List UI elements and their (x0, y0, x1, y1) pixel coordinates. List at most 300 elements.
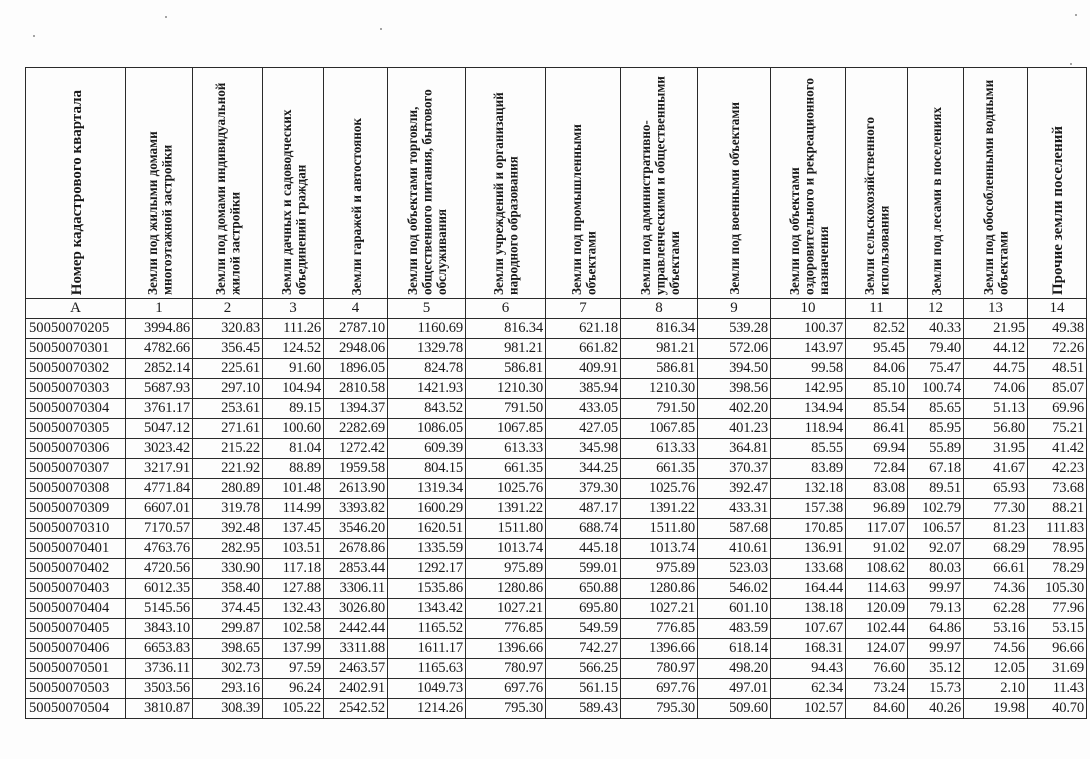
area-value-cell: 795.30 (466, 699, 546, 719)
area-value-cell: 3306.11 (324, 579, 388, 599)
area-value-cell: 1160.69 (388, 319, 466, 339)
area-value-cell: 299.87 (193, 619, 263, 639)
table-row (26, 679, 1087, 699)
area-value-cell: 53.16 (964, 619, 1028, 639)
area-value-cell: 40.70 (1028, 699, 1087, 719)
area-value-cell: 2853.44 (324, 559, 388, 579)
area-value-cell: 99.97 (908, 639, 964, 659)
area-value-cell: 106.57 (908, 519, 964, 539)
area-value-cell: 88.89 (263, 459, 324, 479)
area-value-cell: 843.52 (388, 399, 466, 419)
area-value-cell: 111.83 (1028, 519, 1087, 539)
area-value-cell: 1396.66 (621, 639, 698, 659)
area-value-cell: 92.07 (908, 539, 964, 559)
area-value-cell: 661.82 (546, 339, 621, 359)
area-value-cell: 12.05 (964, 659, 1028, 679)
column-header (126, 68, 193, 299)
area-value-cell: 117.18 (263, 559, 324, 579)
area-value-cell: 589.43 (546, 699, 621, 719)
cadastral-number-cell: 50050070405 (26, 619, 126, 639)
area-value-cell: 293.16 (193, 679, 263, 699)
area-value-cell: 78.95 (1028, 539, 1087, 559)
area-value-cell: 53.15 (1028, 619, 1087, 639)
area-value-cell: 791.50 (621, 399, 698, 419)
area-value-cell: 72.84 (846, 459, 908, 479)
area-value-cell: 539.28 (698, 319, 771, 339)
area-value-cell: 1210.30 (621, 379, 698, 399)
column-number-cell: 14 (1028, 299, 1087, 319)
area-value-cell: 66.61 (964, 559, 1028, 579)
area-value-cell: 78.29 (1028, 559, 1087, 579)
area-value-cell: 356.45 (193, 339, 263, 359)
area-value-cell: 586.81 (466, 359, 546, 379)
column-header (908, 68, 964, 299)
area-value-cell: 89.15 (263, 399, 324, 419)
area-value-cell: 77.96 (1028, 599, 1087, 619)
area-value-cell: 280.89 (193, 479, 263, 499)
column-header-label: Земли под административно-управленческими и общественными объектами (637, 76, 682, 295)
column-header (846, 68, 908, 299)
area-value-cell: 358.40 (193, 579, 263, 599)
area-value-cell: 601.10 (698, 599, 771, 619)
column-number-row (26, 299, 1087, 319)
area-value-cell: 398.56 (698, 379, 771, 399)
area-value-cell: 1620.51 (388, 519, 466, 539)
area-value-cell: 96.24 (263, 679, 324, 699)
column-header (546, 68, 621, 299)
cadastral-number-cell: 50050070404 (26, 599, 126, 619)
area-value-cell: 1396.66 (466, 639, 546, 659)
area-value-cell: 137.45 (263, 519, 324, 539)
area-value-cell: 3546.20 (324, 519, 388, 539)
area-value-cell: 776.85 (466, 619, 546, 639)
table-row (26, 659, 1087, 679)
area-value-cell: 55.89 (908, 439, 964, 459)
area-value-cell: 621.18 (546, 319, 621, 339)
area-value-cell: 1535.86 (388, 579, 466, 599)
cadastral-number-cell: 50050070301 (26, 339, 126, 359)
area-value-cell: 102.58 (263, 619, 324, 639)
area-value-cell: 742.27 (546, 639, 621, 659)
column-header (964, 68, 1028, 299)
column-header-label: Земли под военными объектами (727, 102, 743, 295)
area-value-cell: 401.23 (698, 419, 771, 439)
area-value-cell: 824.78 (388, 359, 466, 379)
area-value-cell: 2542.52 (324, 699, 388, 719)
area-value-cell: 102.79 (908, 499, 964, 519)
column-number-cell: 6 (466, 299, 546, 319)
area-value-cell: 97.59 (263, 659, 324, 679)
area-value-cell: 1025.76 (621, 479, 698, 499)
area-value-cell: 2678.86 (324, 539, 388, 559)
area-value-cell: 73.24 (846, 679, 908, 699)
area-value-cell: 319.78 (193, 499, 263, 519)
area-value-cell: 253.61 (193, 399, 263, 419)
column-header (388, 68, 466, 299)
area-value-cell: 697.76 (621, 679, 698, 699)
area-value-cell: 599.01 (546, 559, 621, 579)
area-value-cell: 15.73 (908, 679, 964, 699)
scan-speck (1070, 63, 1072, 65)
area-value-cell: 44.75 (964, 359, 1028, 379)
area-value-cell: 75.47 (908, 359, 964, 379)
area-value-cell: 1272.42 (324, 439, 388, 459)
table-row (26, 499, 1087, 519)
area-value-cell: 487.17 (546, 499, 621, 519)
column-number-cell: 2 (193, 299, 263, 319)
column-header-label: Земли под обособленными водными объектами (981, 79, 1011, 295)
land-categories-table (25, 67, 1087, 719)
area-value-cell: 41.42 (1028, 439, 1087, 459)
area-value-cell: 136.91 (771, 539, 846, 559)
cadastral-number-cell: 50050070303 (26, 379, 126, 399)
area-value-cell: 96.66 (1028, 639, 1087, 659)
area-value-cell: 99.58 (771, 359, 846, 379)
area-value-cell: 127.88 (263, 579, 324, 599)
area-value-cell: 1959.58 (324, 459, 388, 479)
area-value-cell: 364.81 (698, 439, 771, 459)
table-row (26, 539, 1087, 559)
cadastral-number-cell: 50050070406 (26, 639, 126, 659)
area-value-cell: 64.86 (908, 619, 964, 639)
column-header (193, 68, 263, 299)
area-value-cell: 497.01 (698, 679, 771, 699)
area-value-cell: 4771.84 (126, 479, 193, 499)
column-header-label: Номер кадастрового квартала (68, 89, 85, 295)
cadastral-number-cell: 50050070403 (26, 579, 126, 599)
area-value-cell: 816.34 (466, 319, 546, 339)
column-header-label: Земли под лесами в поселениях (928, 106, 944, 295)
area-value-cell: 83.08 (846, 479, 908, 499)
table-row (26, 599, 1087, 619)
area-value-cell: 3810.87 (126, 699, 193, 719)
area-value-cell: 379.30 (546, 479, 621, 499)
area-value-cell: 3503.56 (126, 679, 193, 699)
area-value-cell: 4763.76 (126, 539, 193, 559)
area-value-cell: 100.37 (771, 319, 846, 339)
area-value-cell: 114.63 (846, 579, 908, 599)
area-value-cell: 374.45 (193, 599, 263, 619)
area-value-cell: 81.23 (964, 519, 1028, 539)
area-value-cell: 120.09 (846, 599, 908, 619)
area-value-cell: 124.52 (263, 339, 324, 359)
area-value-cell: 11.43 (1028, 679, 1087, 699)
area-value-cell: 308.39 (193, 699, 263, 719)
area-value-cell: 2852.14 (126, 359, 193, 379)
area-value-cell: 84.06 (846, 359, 908, 379)
column-number-cell: 10 (771, 299, 846, 319)
area-value-cell: 385.94 (546, 379, 621, 399)
area-value-cell: 83.89 (771, 459, 846, 479)
area-value-cell: 95.45 (846, 339, 908, 359)
area-value-cell: 5145.56 (126, 599, 193, 619)
area-value-cell: 3736.11 (126, 659, 193, 679)
table-row (26, 339, 1087, 359)
area-value-cell: 137.99 (263, 639, 324, 659)
area-value-cell: 3994.86 (126, 319, 193, 339)
area-value-cell: 975.89 (466, 559, 546, 579)
area-value-cell: 427.05 (546, 419, 621, 439)
area-value-cell: 102.44 (846, 619, 908, 639)
area-value-cell: 1511.80 (621, 519, 698, 539)
area-value-cell: 73.68 (1028, 479, 1087, 499)
table-row (26, 399, 1087, 419)
cadastral-number-cell: 50050070205 (26, 319, 126, 339)
area-value-cell: 5687.93 (126, 379, 193, 399)
column-number-cell: 1 (126, 299, 193, 319)
column-header (324, 68, 388, 299)
area-value-cell: 3023.42 (126, 439, 193, 459)
column-number-cell: 4 (324, 299, 388, 319)
area-value-cell: 3761.17 (126, 399, 193, 419)
area-value-cell: 56.80 (964, 419, 1028, 439)
cadastral-number-cell: 50050070401 (26, 539, 126, 559)
area-value-cell: 75.21 (1028, 419, 1087, 439)
column-header (698, 68, 771, 299)
area-value-cell: 4720.56 (126, 559, 193, 579)
area-value-cell: 62.28 (964, 599, 1028, 619)
cadastral-number-cell: 50050070302 (26, 359, 126, 379)
area-value-cell: 81.04 (263, 439, 324, 459)
area-value-cell: 661.35 (621, 459, 698, 479)
area-value-cell: 35.12 (908, 659, 964, 679)
column-header-label: Земли под домами индивидуальной жилой застройки (213, 82, 243, 295)
column-header-label: Земли учреждений и организаций народного образования (491, 92, 521, 295)
area-value-cell: 49.38 (1028, 319, 1087, 339)
area-value-cell: 697.76 (466, 679, 546, 699)
area-value-cell: 42.23 (1028, 459, 1087, 479)
area-value-cell: 85.65 (908, 399, 964, 419)
area-value-cell: 483.59 (698, 619, 771, 639)
area-value-cell: 1086.05 (388, 419, 466, 439)
area-value-cell: 1335.59 (388, 539, 466, 559)
area-value-cell: 586.81 (621, 359, 698, 379)
area-value-cell: 69.96 (1028, 399, 1087, 419)
scan-speck (380, 28, 382, 30)
scan-speck (33, 35, 35, 37)
cadastral-number-cell: 50050070305 (26, 419, 126, 439)
area-value-cell: 1025.76 (466, 479, 546, 499)
area-value-cell: 791.50 (466, 399, 546, 419)
area-value-cell: 445.18 (546, 539, 621, 559)
area-value-cell: 1391.22 (621, 499, 698, 519)
area-value-cell: 85.07 (1028, 379, 1087, 399)
area-value-cell: 7170.57 (126, 519, 193, 539)
area-value-cell: 618.14 (698, 639, 771, 659)
column-header-cadastral-number (26, 68, 126, 299)
area-value-cell: 271.61 (193, 419, 263, 439)
cadastral-number-cell: 50050070503 (26, 679, 126, 699)
cadastral-number-cell: 50050070309 (26, 499, 126, 519)
area-value-cell: 3393.82 (324, 499, 388, 519)
area-value-cell: 2282.69 (324, 419, 388, 439)
area-value-cell: 41.67 (964, 459, 1028, 479)
area-value-cell: 816.34 (621, 319, 698, 339)
area-value-cell: 780.97 (621, 659, 698, 679)
area-value-cell: 1600.29 (388, 499, 466, 519)
area-value-cell: 1210.30 (466, 379, 546, 399)
column-number-cell: 5 (388, 299, 466, 319)
table-row (26, 319, 1087, 339)
area-value-cell: 118.94 (771, 419, 846, 439)
area-value-cell: 398.65 (193, 639, 263, 659)
area-value-cell: 6607.01 (126, 499, 193, 519)
area-value-cell: 2787.10 (324, 319, 388, 339)
area-value-cell: 84.60 (846, 699, 908, 719)
area-value-cell: 3217.91 (126, 459, 193, 479)
area-value-cell: 344.25 (546, 459, 621, 479)
area-value-cell: 19.98 (964, 699, 1028, 719)
area-value-cell: 91.02 (846, 539, 908, 559)
column-header (1028, 68, 1087, 299)
area-value-cell: 104.94 (263, 379, 324, 399)
area-value-cell: 523.03 (698, 559, 771, 579)
area-value-cell: 804.15 (388, 459, 466, 479)
area-value-cell: 433.31 (698, 499, 771, 519)
area-value-cell: 133.68 (771, 559, 846, 579)
area-value-cell: 394.50 (698, 359, 771, 379)
area-value-cell: 2463.57 (324, 659, 388, 679)
area-value-cell: 82.52 (846, 319, 908, 339)
area-value-cell: 572.06 (698, 339, 771, 359)
area-value-cell: 3843.10 (126, 619, 193, 639)
column-header-label: Земли сельскохозяйственного использования (862, 117, 892, 295)
area-value-cell: 2442.44 (324, 619, 388, 639)
area-value-cell: 688.74 (546, 519, 621, 539)
area-value-cell: 51.13 (964, 399, 1028, 419)
area-value-cell: 320.83 (193, 319, 263, 339)
scan-speck (165, 16, 167, 18)
area-value-cell: 96.89 (846, 499, 908, 519)
column-header (621, 68, 698, 299)
table-row (26, 439, 1087, 459)
area-value-cell: 105.30 (1028, 579, 1087, 599)
area-value-cell: 68.29 (964, 539, 1028, 559)
table-body (26, 319, 1087, 719)
area-value-cell: 62.34 (771, 679, 846, 699)
area-value-cell: 613.33 (621, 439, 698, 459)
area-value-cell: 3026.80 (324, 599, 388, 619)
area-value-cell: 3311.88 (324, 639, 388, 659)
area-value-cell: 5047.12 (126, 419, 193, 439)
area-value-cell: 1067.85 (621, 419, 698, 439)
table-row (26, 479, 1087, 499)
area-value-cell: 100.74 (908, 379, 964, 399)
area-value-cell: 85.54 (846, 399, 908, 419)
area-value-cell: 88.21 (1028, 499, 1087, 519)
area-value-cell: 85.95 (908, 419, 964, 439)
area-value-cell: 79.13 (908, 599, 964, 619)
area-value-cell: 609.39 (388, 439, 466, 459)
cadastral-number-cell: 50050070304 (26, 399, 126, 419)
area-value-cell: 330.90 (193, 559, 263, 579)
area-value-cell: 561.15 (546, 679, 621, 699)
column-header (466, 68, 546, 299)
area-value-cell: 1027.21 (621, 599, 698, 619)
area-value-cell: 40.33 (908, 319, 964, 339)
area-value-cell: 1280.86 (621, 579, 698, 599)
column-header-label: Земли под объектами оздоровительного и рекреационного назначения (786, 78, 831, 295)
area-value-cell: 76.60 (846, 659, 908, 679)
area-value-cell: 2810.58 (324, 379, 388, 399)
area-value-cell: 370.37 (698, 459, 771, 479)
column-number-cell: 8 (621, 299, 698, 319)
area-value-cell: 402.20 (698, 399, 771, 419)
area-value-cell: 21.95 (964, 319, 1028, 339)
area-value-cell: 89.51 (908, 479, 964, 499)
area-value-cell: 132.43 (263, 599, 324, 619)
area-value-cell: 157.38 (771, 499, 846, 519)
area-value-cell: 566.25 (546, 659, 621, 679)
area-value-cell: 1319.34 (388, 479, 466, 499)
column-number-cell: A (26, 299, 126, 319)
area-value-cell: 132.18 (771, 479, 846, 499)
table-row (26, 639, 1087, 659)
column-header (263, 68, 324, 299)
area-value-cell: 105.22 (263, 699, 324, 719)
area-value-cell: 1896.05 (324, 359, 388, 379)
area-value-cell: 67.18 (908, 459, 964, 479)
cadastral-number-cell: 50050070310 (26, 519, 126, 539)
area-value-cell: 392.47 (698, 479, 771, 499)
area-value-cell: 99.97 (908, 579, 964, 599)
area-value-cell: 302.73 (193, 659, 263, 679)
area-value-cell: 1343.42 (388, 599, 466, 619)
table-row (26, 419, 1087, 439)
area-value-cell: 795.30 (621, 699, 698, 719)
area-value-cell: 661.35 (466, 459, 546, 479)
area-value-cell: 409.91 (546, 359, 621, 379)
table-row (26, 519, 1087, 539)
area-value-cell: 981.21 (621, 339, 698, 359)
area-value-cell: 776.85 (621, 619, 698, 639)
area-value-cell: 142.95 (771, 379, 846, 399)
area-value-cell: 392.48 (193, 519, 263, 539)
area-value-cell: 138.18 (771, 599, 846, 619)
area-value-cell: 31.95 (964, 439, 1028, 459)
area-value-cell: 91.60 (263, 359, 324, 379)
area-value-cell: 549.59 (546, 619, 621, 639)
area-value-cell: 282.95 (193, 539, 263, 559)
area-value-cell: 102.57 (771, 699, 846, 719)
area-value-cell: 1165.52 (388, 619, 466, 639)
cadastral-number-cell: 50050070308 (26, 479, 126, 499)
area-value-cell: 103.51 (263, 539, 324, 559)
area-value-cell: 31.69 (1028, 659, 1087, 679)
area-value-cell: 297.10 (193, 379, 263, 399)
area-value-cell: 215.22 (193, 439, 263, 459)
column-header-label: Земли дачных и садоводческих объединений граждан (278, 109, 309, 295)
cadastral-number-cell: 50050070402 (26, 559, 126, 579)
table-row (26, 359, 1087, 379)
area-value-cell: 509.60 (698, 699, 771, 719)
area-value-cell: 1329.78 (388, 339, 466, 359)
area-value-cell: 114.99 (263, 499, 324, 519)
table-row (26, 579, 1087, 599)
cadastral-number-cell: 50050070504 (26, 699, 126, 719)
area-value-cell: 2613.90 (324, 479, 388, 499)
area-value-cell: 168.31 (771, 639, 846, 659)
area-value-cell: 94.43 (771, 659, 846, 679)
area-value-cell: 1027.21 (466, 599, 546, 619)
column-header-label: Прочие земли поселений (1050, 126, 1067, 295)
area-value-cell: 40.26 (908, 699, 964, 719)
area-value-cell: 6012.35 (126, 579, 193, 599)
area-value-cell: 85.55 (771, 439, 846, 459)
area-value-cell: 433.05 (546, 399, 621, 419)
column-header-label: Земли под жилыми домами многоэтажной застройки (144, 131, 175, 295)
area-value-cell: 100.60 (263, 419, 324, 439)
